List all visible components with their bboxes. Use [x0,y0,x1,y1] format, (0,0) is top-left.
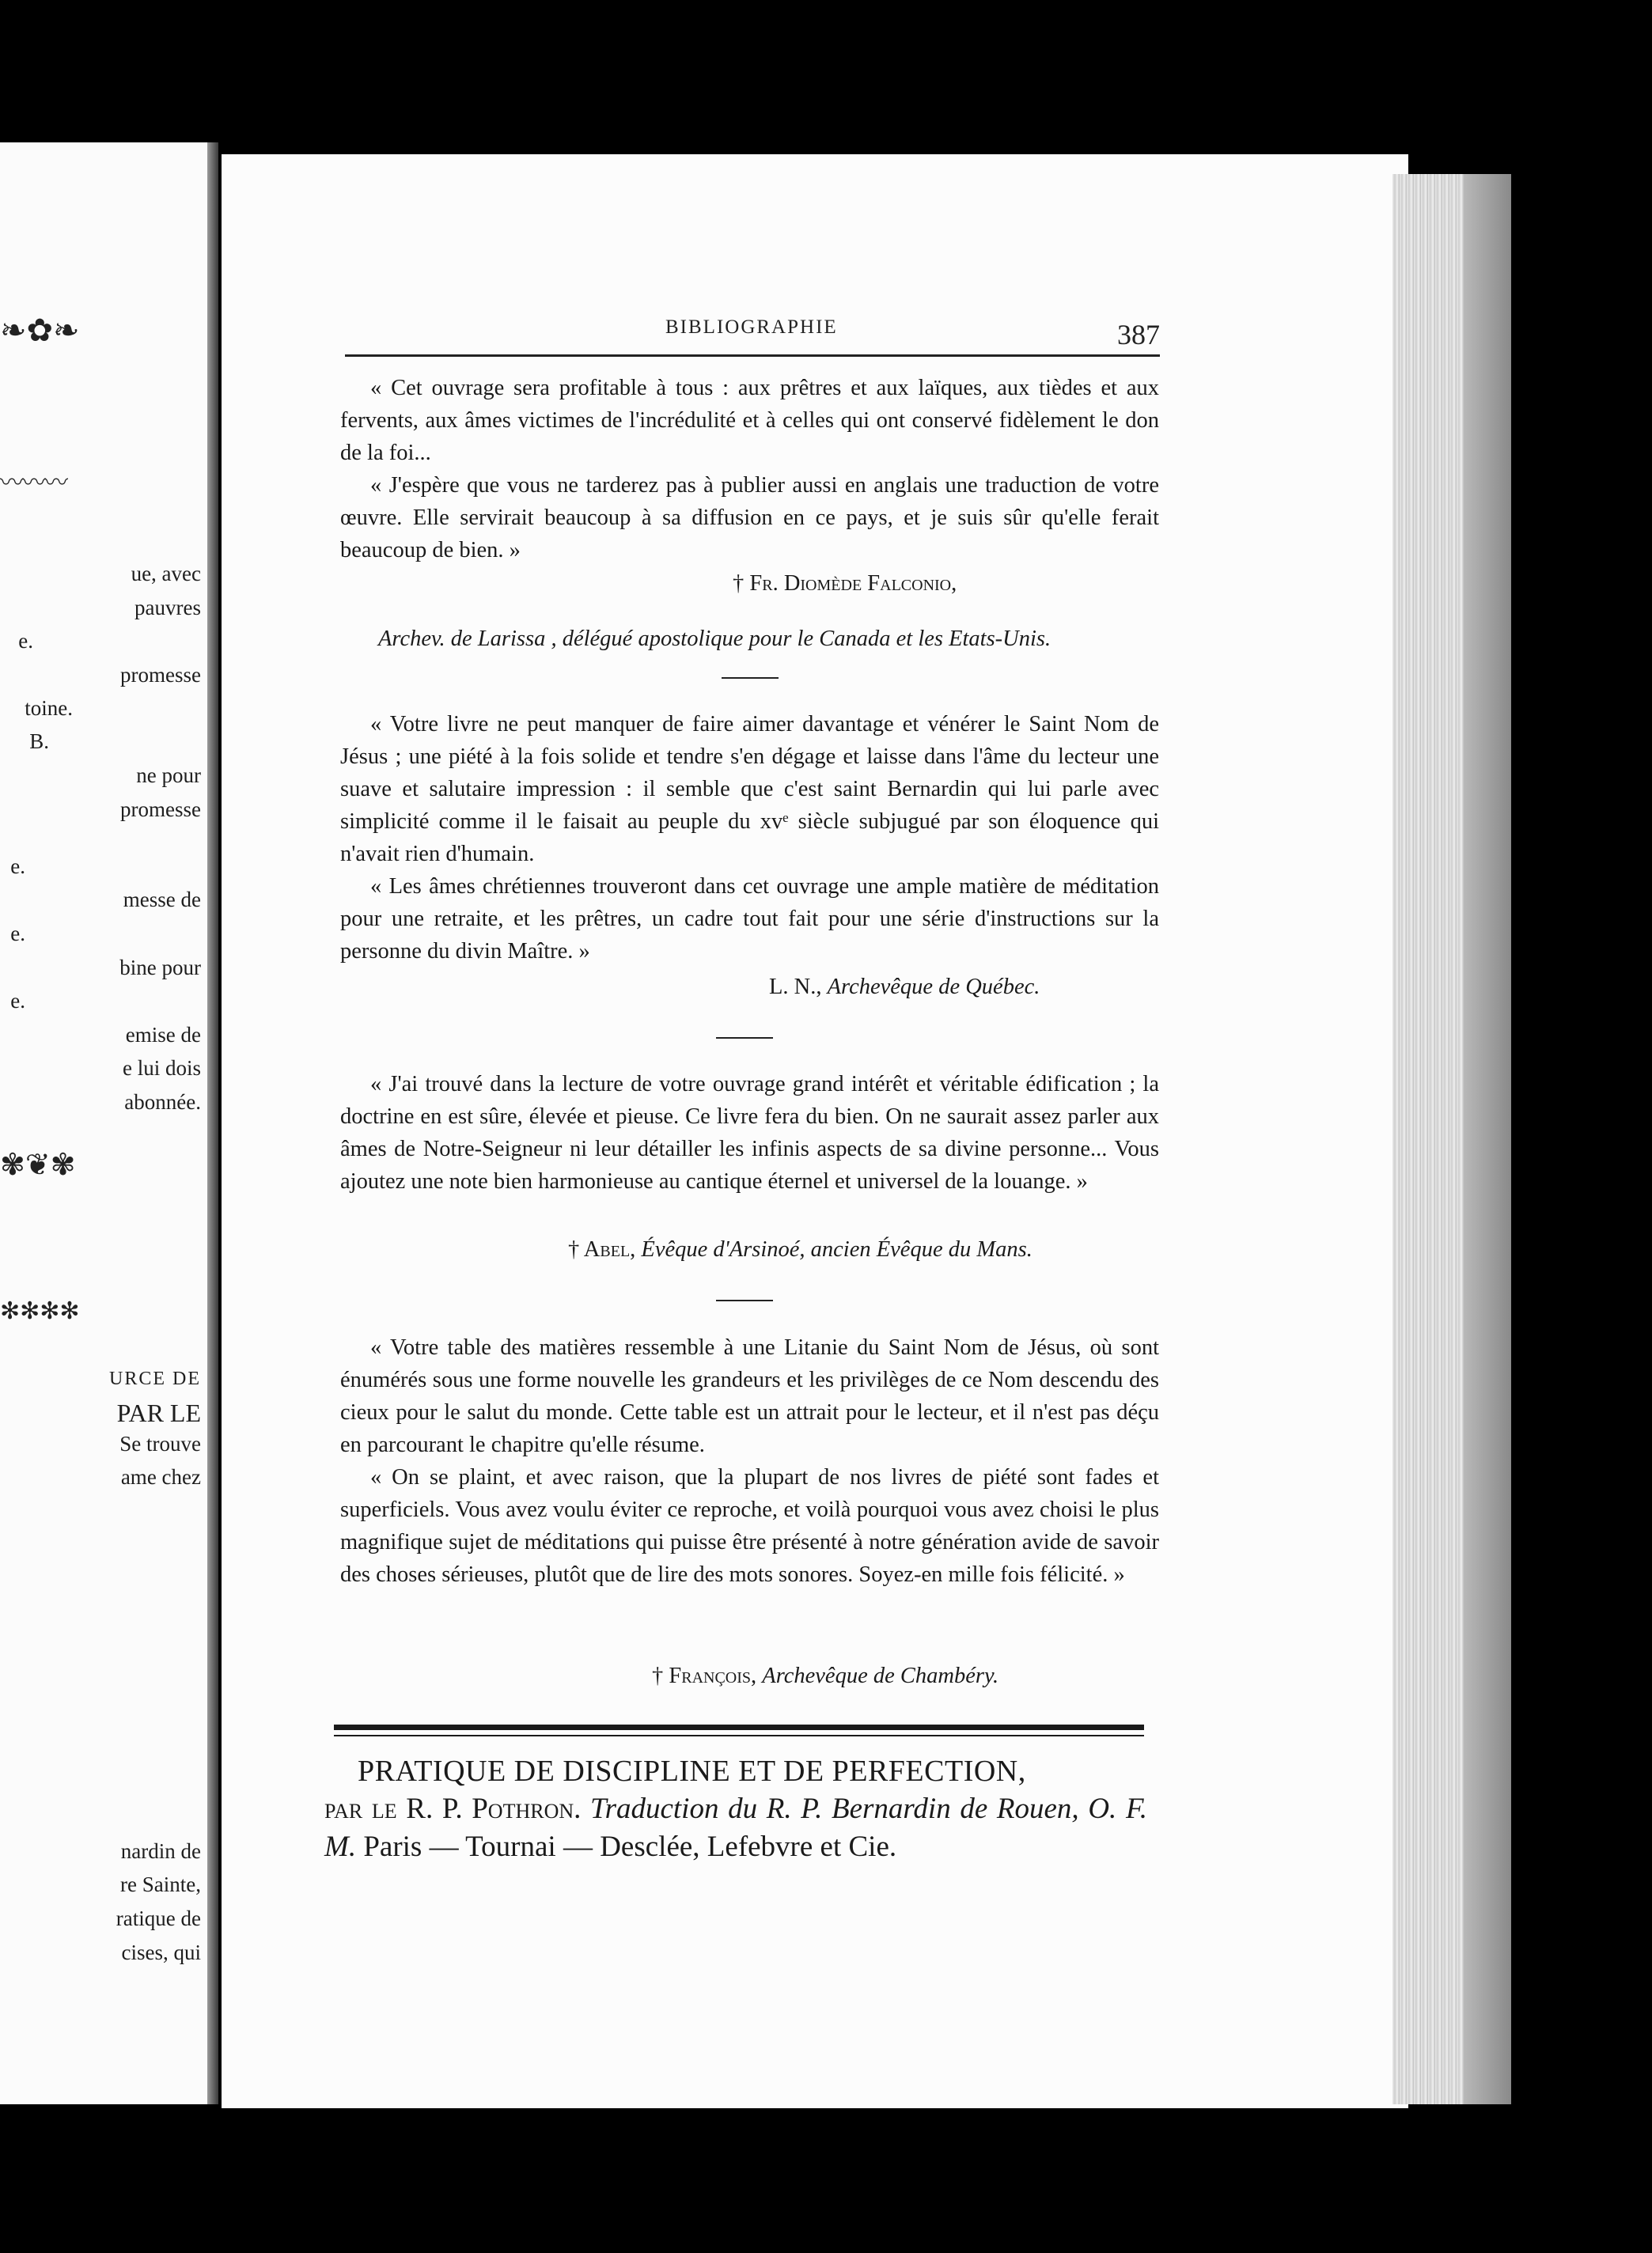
signature-title: Archev. de Larissa , délégué apostolique pour le Canada et les Etats-Unis. [378,627,1051,651]
entry-title: PRATIQUE DE DISCIPLINE ET DE PERFECTION, [358,1755,1026,1788]
running-head: BIBLIOGRAPHIE [665,316,838,338]
left-line: ame chez [120,1465,201,1489]
separator [716,1037,773,1039]
left-line: promesse [120,797,201,821]
review-3 [340,1068,1159,1198]
left-line: promesse [120,663,201,687]
page-number: 387 [1117,319,1160,350]
left-page [0,142,207,2104]
header-rule [345,354,1160,357]
section-rule [334,1725,1144,1736]
left-line: URCE DE [109,1369,201,1389]
ornament-wave: 〰〰〰 [0,469,66,497]
left-line: messe de [123,888,201,911]
page-header [345,316,1160,356]
paragraph: « Cet ouvrage sera profitable à tous : aux prêtres et aux laïques, aux tièdes et aux fervents, aux âmes victimes de l'incrédulité et à celles qui ont conservé fidèlement le don de la foi... [340,376,1159,465]
ornament-lower: ✻✻✻✻ [0,1297,80,1325]
left-line: Se trouve [119,1432,201,1456]
left-line: PAR LE [116,1399,201,1427]
signature: † François, Archevêque de Chambéry. [652,1664,999,1688]
review-2 [340,708,1159,967]
left-line: ne pour [136,763,201,787]
separator [716,1300,773,1301]
left-page-edge [207,142,218,2104]
separator [722,677,779,679]
paragraph: « On se plaint, et avec raison, que la plupart de nos livres de piété sont fades et superficiels. Vous avez voulu éviter ce reproche, et voilà pourquoi vous avez choisi le plus magnifique sujet de méditations qui puisse être présenté à notre génération avide de savoir des choses sérieuses, plutôt que de lire des mots sonores. Soyez-en mille fois félicité. » [340,1465,1159,1587]
left-line: cises, qui [121,1941,201,1964]
left-line: e. [10,922,25,945]
entry-publisher: Paris — Tournai — Desclée, Lefebvre et Cie. [363,1831,897,1863]
left-line: e lui dois [123,1056,201,1080]
paragraph: « Votre table des matières ressemble à une Litanie du Saint Nom de Jésus, où sont énumérés sous une forme nouvelle les grandeurs et les privilèges de ce Nom descendu des cieux pour le salut du monde. Cette table est un attrait pour le lecteur, et il n'est pas déçu en parcourant le chapitre qu'elle résume. [340,1335,1159,1457]
ornament-middle: ✾❦✾ [0,1147,76,1182]
review-4 [340,1331,1159,1591]
entry-translation: Traduction du R. P. Bernardin de Rouen, O. F. M. [324,1793,1148,1863]
page-block-edges [1392,174,1511,2104]
author-prefix: par le [324,1793,397,1825]
entry-author: R. P. Pothron. [406,1793,582,1825]
left-line: e. [10,854,25,878]
left-line: B. [29,729,49,753]
signature-name: † Fr. Diomède Falconio, [733,571,957,596]
paragraph: « J'espère que vous ne tarderez pas à publier aussi en anglais une traduction de votre œuvre. Elle servirait beaucoup à sa diffusion en ce pays, et je suis sûr qu'elle ferait beaucoup de bien. » [340,473,1159,562]
left-line: e. [10,989,25,1013]
paragraph: « J'ai trouvé dans la lecture de votre ouvrage grand intérêt et véritable édification ; la doctrine en est sûre, élevée et pieuse. Ce livre fera du bien. On ne saurait assez parler aux âmes de Notre-Seigneur ni leur détailler les infinis aspects de sa divine personne... Vous ajoutez une note bien harmonieuse au cantique éternel et universel de la louange. » [340,1072,1159,1194]
entry-details [324,1790,1147,1866]
left-line: ue, avec [131,562,201,585]
paragraph: « Les âmes chrétiennes trouveront dans cet ouvrage une ample matière de méditation pour une retraite, et les prêtres, un cadre tout fait pour une série d'instructions sur la personne du divin Maître. » [340,874,1159,964]
signature: † Abel, Évêque d'Arsinoé, ancien Évêque du Mans. [568,1237,1032,1262]
left-line: nardin de [120,1839,201,1863]
bibliography-entry [324,1752,1147,1866]
review-1 [340,372,1159,566]
left-line: abonnée. [124,1090,201,1114]
left-line: bine pour [119,956,201,979]
ornament-top: ❧✿❧ [0,312,80,349]
left-line: emise de [125,1023,201,1047]
left-line: re Sainte, [120,1872,201,1896]
signature: L. N., Archevêque de Québec. [769,975,1040,999]
paragraph: « Votre livre ne peut manquer de faire aimer davantage et vénérer le Saint Nom de Jésus ; une piété à la fois solide et tendre s'en dégage et laisse dans l'âme du lecteur une suave et salutaire impression : il semble que c'est saint Bernardin qui lui parle avec simplicité comme il le faisait au peuple du xvᵉ siècle subjugué par son éloquence qui n'avait rien d'humain. [340,712,1159,866]
left-line: toine. [25,696,73,720]
left-line: pauvres [135,596,201,619]
left-line: ratique de [116,1907,201,1930]
left-line: e. [18,629,33,653]
